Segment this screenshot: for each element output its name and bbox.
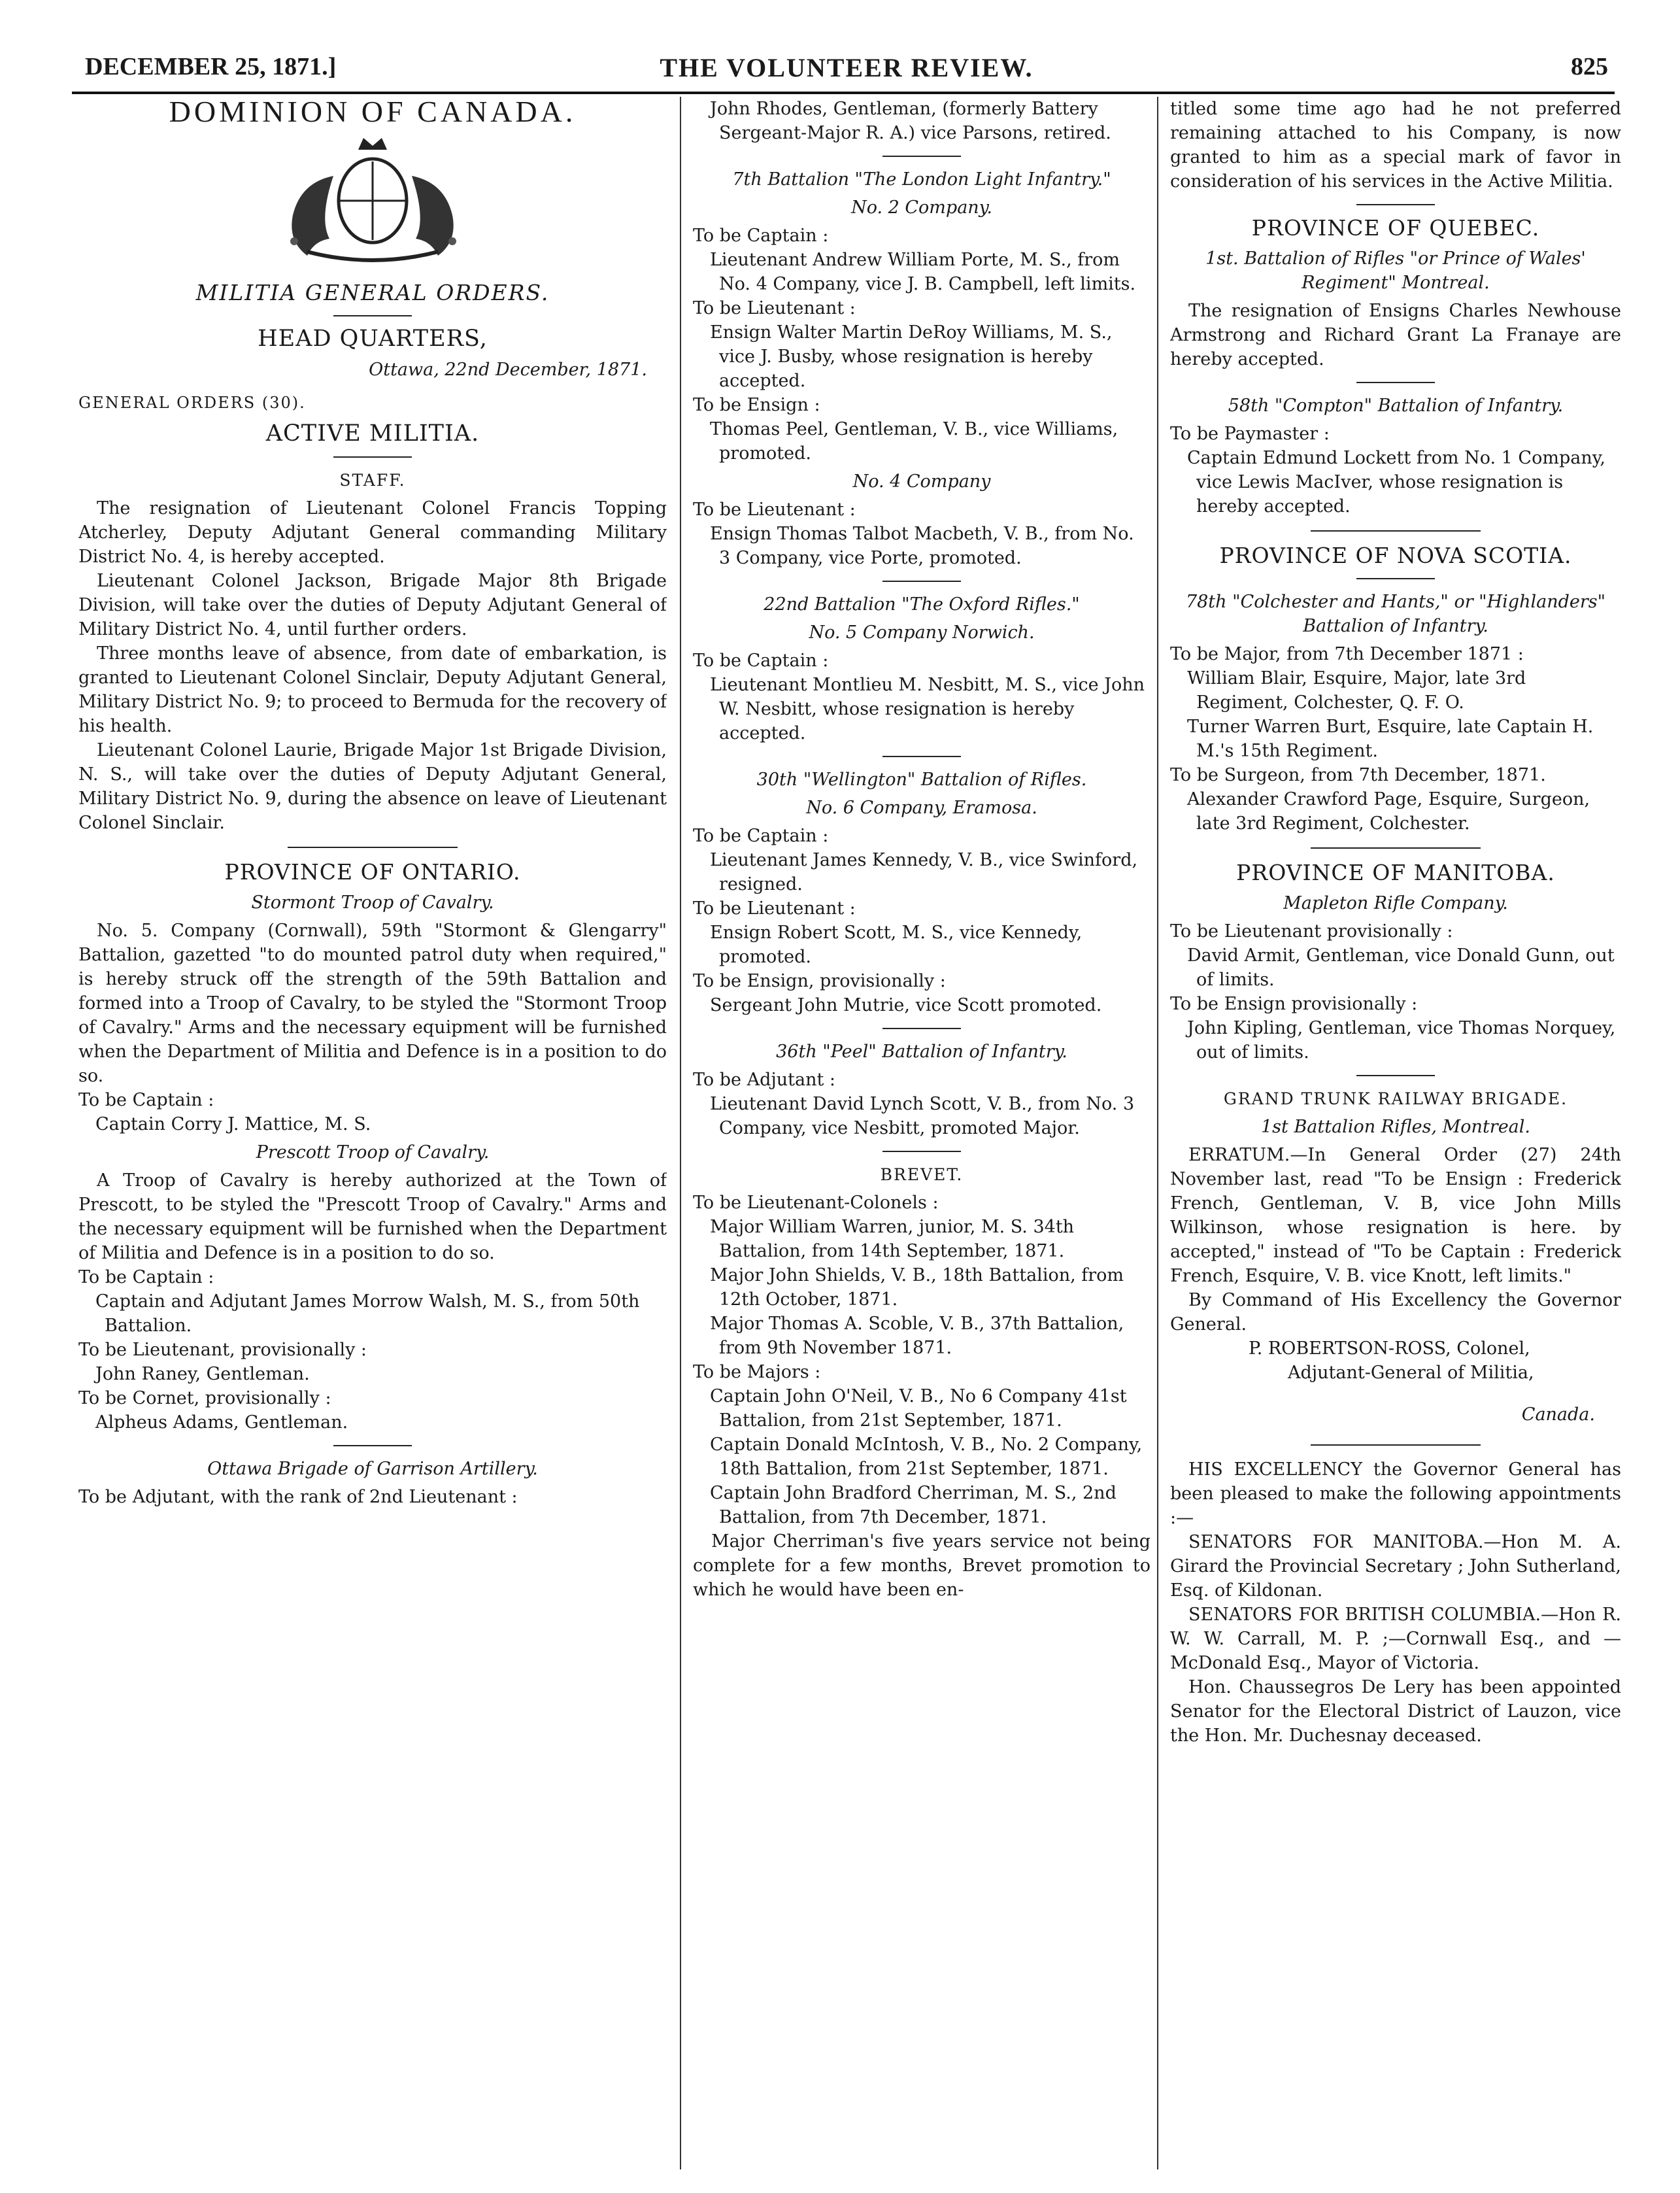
province-quebec-heading: PROVINCE OF QUEBEC. — [1251, 215, 1540, 241]
battalion-heading: 22nd Battalion "The Oxford Rifles." — [764, 594, 1080, 615]
divider — [1356, 382, 1435, 383]
active-militia-heading: ACTIVE MILITIA. — [265, 420, 480, 447]
divider — [1356, 204, 1435, 205]
appointment-heading: To be Adjutant : — [693, 1070, 836, 1090]
appointment: Lieutenant David Lynch Scott, V. B., from No. 3 Company, vice Nesbitt, promoted Major. — [710, 1094, 1135, 1138]
royal-coat-of-arms-icon — [268, 130, 477, 267]
divider — [1311, 530, 1481, 532]
column-rule — [1157, 97, 1158, 2169]
senators-manitoba: SENATORS FOR MANITOBA.—Hon M. A. Girard the Provincial Secretary ; John Sutherland, Esq. of Kildonan. — [1170, 1532, 1621, 1601]
appointment: Major John Shields, V. B., 18th Battalion, from 12th October, 1871. — [710, 1265, 1124, 1310]
quebec-paragraph: The resignation of Ensigns Charles Newhouse Armstrong and Richard Grant La Franaye are hereby accepted. — [1170, 301, 1621, 369]
erratum-paragraph: ERRATUM.—In General Order (27) 24th November last, read "To be Ensign : Frederick French, Gentleman, V. B, vice John Mills Wilkinson, whose resignation is here. by accepted," instead of "To be Captain : Frederick French, Esquire, V. B. vice Knott, left limits." — [1170, 1145, 1621, 1286]
appointment-heading: To be Lieutenant-Colonels : — [693, 1193, 939, 1213]
appointment-heading: To be Lieutenant : — [693, 898, 856, 919]
battalion-heading: 78th "Colchester and Hants," or "Highlanders" Battalion of Infantry. — [1185, 592, 1606, 636]
divider — [333, 456, 412, 458]
appointment-heading: To be Paymaster : — [1170, 424, 1330, 444]
column-rule — [680, 97, 681, 2169]
issue-date: DECEMBER 25, 1871.] — [85, 53, 337, 80]
company-heading: No. 2 Company. — [851, 197, 992, 218]
column-2 — [693, 97, 1151, 2169]
appointment: Captain Edmund Lockett from No. 1 Company, vice Lewis MacIver, whose resignation is hereby accepted. — [1187, 448, 1605, 517]
company-heading: No. 5 Company Norwich. — [809, 622, 1035, 643]
province-ontario-heading: PROVINCE OF ONTARIO. — [224, 859, 521, 885]
grand-trunk-heading: GRAND TRUNK RAILWAY BRIGADE. — [1223, 1089, 1568, 1108]
appointment: William Blair, Esquire, Major, late 3rd Regiment, Colchester, Q. F. O. — [1187, 668, 1526, 713]
column-3 — [1170, 97, 1621, 2169]
dominion-banner: DOMINION OF CANADA. — [169, 97, 577, 128]
appointment-heading: To be Cornet, provisionally : — [78, 1388, 331, 1408]
staff-paragraph: Three months leave of absence, from date of embarkation, is granted to Lieutenant Colonel Sinclair, Deputy Adjutant General, Military District No. 9; to proceed to Bermuda for the recovery of his health. — [78, 643, 667, 736]
signature-title: Adjutant-General of Militia, — [1288, 1363, 1534, 1383]
appointment-heading: To be Ensign provisionally : — [1170, 994, 1418, 1014]
appointment: Ensign Thomas Talbot Macbeth, V. B., from No. 3 Company, vice Porte, promoted. — [710, 524, 1134, 568]
stormont-paragraph: No. 5. Company (Cornwall), 59th "Stormont & Glengarry" Battalion, gazetted "to do mounted patrol duty when required," is hereby struck off the strength of the 59th Battalion and formed into a Troop of Cavalry, to be styled the "Stormont Troop of Cavalry." Arms and the necessary equipment will be furnished when the Department of Militia and Defence is in a position to do so. — [78, 921, 667, 1086]
appointment: David Armit, Gentleman, vice Donald Gunn, out of limits. — [1187, 945, 1615, 990]
appointment: Major Thomas A. Scoble, V. B., 37th Battalion, from 9th November 1871. — [710, 1314, 1124, 1358]
appointment-heading: To be Lieutenant : — [693, 298, 856, 318]
appointment: Major William Warren, junior, M. S. 34th Battalion, from 14th September, 1871. — [710, 1217, 1075, 1261]
staff-heading: STAFF. — [339, 471, 406, 490]
appointment: Lieutenant Montlieu M. Nesbitt, M. S., vice John W. Nesbitt, whose resignation is hereby accepted. — [710, 675, 1145, 743]
divider — [882, 156, 961, 157]
brevet-heading: BREVET. — [880, 1165, 964, 1184]
appointment-heading: To be Major, from 7th December 1871 : — [1170, 644, 1524, 664]
signature-name: P. ROBERTSON-ROSS, Colonel, — [1249, 1338, 1530, 1359]
appointment: Captain John O'Neil, V. B., No 6 Company 41st Battalion, from 21st September, 1871. — [710, 1386, 1127, 1431]
divider — [882, 1028, 961, 1029]
appointment-heading: To be Lieutenant provisionally : — [1170, 921, 1453, 942]
prescott-paragraph: A Troop of Cavalry is hereby authorized at the Town of Prescott, to be styled the "Prescott Troop of Cavalry." Arms and the necessary equipment will be furnished when the Department of Militia and Defence is in a position to do so. — [78, 1170, 667, 1263]
divider — [1311, 1444, 1481, 1446]
appointment: Captain John Bradford Cherriman, M. S., 2nd Battalion, from 7th December, 1871. — [710, 1483, 1117, 1527]
battalion-heading: 1st. Battalion of Rifles "or Prince of Wales' Regiment" Montreal. — [1205, 248, 1586, 293]
dateline: Ottawa, 22nd December, 1871. — [369, 360, 647, 380]
divider — [333, 1445, 412, 1446]
appointment: John Kipling, Gentleman, vice Thomas Norquey, out of limits. — [1187, 1018, 1616, 1062]
battalion-heading: 30th "Wellington" Battalion of Rifles. — [756, 770, 1087, 790]
battalion-heading: 36th "Peel" Battalion of Infantry. — [776, 1042, 1067, 1062]
head-quarters: HEAD QUARTERS, — [258, 326, 488, 352]
column-1 — [78, 97, 667, 2169]
appointment-heading: To be Lieutenant : — [693, 500, 856, 520]
battalion-heading: 1st Battalion Rifles, Montreal. — [1260, 1117, 1530, 1137]
appointment-heading: To be Adjutant, with the rank of 2nd Lieutenant : — [78, 1487, 518, 1507]
senator-lauzon: Hon. Chaussegros De Lery has been appointed Senator for the Electoral District of Lauzon, vice the Hon. Mr. Duchesnay deceased. — [1170, 1677, 1621, 1746]
continuation-paragraph: titled some time ago had he not preferred remaining attached to his Company, is now granted to him as a special mark of favor in consideration of his services in the Active Militia. — [1170, 99, 1621, 192]
appointment: Sergeant John Mutrie, vice Scott promoted. — [710, 995, 1102, 1015]
appointment-heading: To be Captain : — [693, 826, 829, 846]
appointment: Captain Corry J. Mattice, M. S. — [95, 1114, 371, 1134]
appointment: Lieutenant Andrew William Porte, M. S., from No. 4 Company, vice J. B. Campbell, left limits. — [710, 250, 1136, 294]
appointment-heading: To be Ensign : — [693, 395, 820, 415]
staff-paragraph: Lieutenant Colonel Jackson, Brigade Major 8th Brigade Division, will take over the duties of Deputy Adjutant General of Military District No. 4, until further orders. — [78, 571, 667, 639]
company-heading: No. 4 Company — [852, 471, 991, 492]
divider — [1356, 578, 1435, 579]
appointment-heading: To be Lieutenant, provisionally : — [78, 1340, 367, 1360]
appointment: John Raney, Gentleman. — [95, 1364, 310, 1384]
divider — [1311, 847, 1481, 849]
running-head — [85, 52, 1608, 92]
divider — [882, 1151, 961, 1152]
divider — [882, 581, 961, 582]
divider — [333, 315, 412, 316]
appointment: Captain Donald McIntosh, V. B., No. 2 Company, 18th Battalion, from 21st September, 1871. — [710, 1435, 1143, 1479]
staff-paragraph: Lieutenant Colonel Laurie, Brigade Major 1st Brigade Division, N. S., will take over the duties of Deputy Adjutant General, Military District No. 9, during the absence on leave of Lieutenant Colonel Sinclair. — [78, 740, 667, 833]
appointment: Ensign Walter Martin DeRoy Williams, M. S., vice J. Busby, whose resignation is hereby accepted. — [710, 322, 1113, 391]
appointment: Alpheus Adams, Gentleman. — [95, 1412, 348, 1433]
appointment-heading: To be Ensign, provisionally : — [693, 971, 946, 991]
staff-paragraph: The resignation of Lieutenant Colonel Francis Topping Atcherley, Deputy Adjutant General commanding Military District No. 4, is hereby accepted. — [78, 498, 667, 567]
appointment: Ensign Robert Scott, M. S., vice Kennedy, promoted. — [710, 923, 1083, 967]
appointment: Turner Warren Burt, Esquire, late Captain H. M.'s 15th Regiment. — [1187, 717, 1594, 761]
company-heading: No. 6 Company, Eramosa. — [806, 798, 1037, 818]
appointment-heading: To be Captain : — [693, 651, 829, 671]
prescott-heading: Prescott Troop of Cavalry. — [256, 1142, 490, 1163]
journal-title: THE VOLUNTEER REVIEW. — [660, 53, 1033, 82]
appointment: Lieutenant James Kennedy, V. B., vice Swinford, resigned. — [710, 850, 1138, 894]
excellency-paragraph: HIS EXCELLENCY the Governor General has been pleased to make the following appointments :— — [1170, 1459, 1621, 1528]
appointment-heading: To be Captain : — [693, 226, 829, 246]
province-manitoba-heading: PROVINCE OF MANITOBA. — [1236, 860, 1555, 885]
appointment-heading: To be Captain : — [78, 1090, 214, 1110]
appointment-heading: To be Surgeon, from 7th December, 1871. — [1170, 765, 1546, 785]
appointment: Captain and Adjutant James Morrow Walsh, M. S., from 50th Battalion. — [95, 1291, 640, 1336]
general-orders-number: GENERAL ORDERS (30). — [78, 394, 306, 412]
company-heading: Mapleton Rifle Company. — [1283, 893, 1508, 913]
by-command: By Command of His Excellency the Governor General. — [1170, 1290, 1621, 1334]
divider — [882, 756, 961, 757]
ottawa-artillery-heading: Ottawa Brigade of Garrison Artillery. — [207, 1459, 538, 1479]
signature-country: Canada. — [1521, 1404, 1595, 1425]
stormont-heading: Stormont Troop of Cavalry. — [251, 892, 494, 913]
province-nova-scotia-heading: PROVINCE OF NOVA SCOTIA. — [1219, 543, 1572, 568]
appointment: John Rhodes, Gentleman, (formerly Battery Sergeant-Major R. A.) vice Parsons, retired. — [710, 99, 1111, 143]
battalion-heading: 7th Battalion "The London Light Infantry." — [732, 169, 1111, 190]
divider — [288, 847, 458, 848]
divider — [1356, 1075, 1435, 1076]
page-number: 825 — [1571, 53, 1608, 80]
cherriman-paragraph: Major Cherriman's five years service not being complete for a few months, Brevet promotion to which he would have been en- — [693, 1531, 1151, 1600]
appointment-heading: To be Captain : — [78, 1267, 214, 1287]
top-rule — [72, 92, 1615, 94]
senators-british-columbia: SENATORS FOR BRITISH COLUMBIA.—Hon R. W. W. Carrall, M. P. ;—Cornwall Esq., and —McDonald Esq., Mayor of Victoria. — [1170, 1605, 1621, 1673]
appointment: Thomas Peel, Gentleman, V. B., vice Williams, promoted. — [710, 419, 1118, 464]
appointment-heading: To be Majors : — [693, 1362, 821, 1382]
battalion-heading: 58th "Compton" Battalion of Infantry. — [1228, 396, 1564, 416]
militia-general-orders-title: MILITIA GENERAL ORDERS. — [195, 280, 550, 305]
appointment: Alexander Crawford Page, Esquire, Surgeon, late 3rd Regiment, Colchester. — [1187, 789, 1590, 834]
